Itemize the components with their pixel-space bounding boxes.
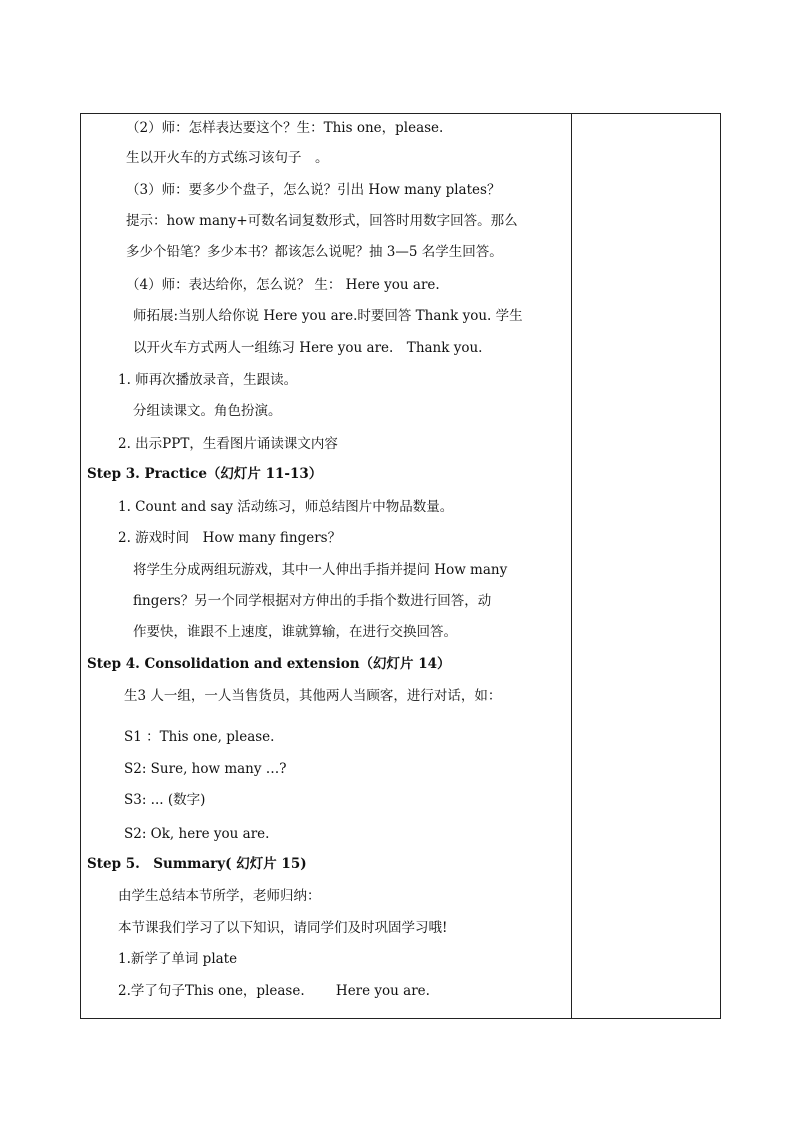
text-line: 1. Count and say 活动练习，师总结图片中物品数量。 (118, 499, 454, 515)
text-line: （2）师：怎样表达要这个？生：This one，please. (126, 120, 444, 136)
dialogue-line: S1 ：This one, please. (124, 729, 275, 745)
text-line: 将学生分成两组玩游戏，其中一人伸出手指并提问 How many (133, 562, 508, 578)
text-line: 提示：how many+可数名词复数形式，回答时用数字回答。那么 (126, 213, 518, 229)
text-line: 2.学了句子This one，please. Here you are. (118, 983, 430, 999)
text-line: （3）师：要多少个盘子，怎么说？引出 How many plates？ (126, 182, 501, 198)
dialogue-line: S2: Sure, how many …? (124, 761, 287, 777)
dialogue-line: S2: Ok, here you are. (124, 826, 270, 842)
text-line: 分组读课文。角色扮演。 (133, 403, 282, 419)
text-line: 师拓展:当别人给你说 Here you are.时要回答 Thank you. 学生 (133, 308, 523, 324)
dialogue-line: S3: ... (数字) (124, 792, 206, 808)
text-line: 2. 游戏时间 How many fingers？ (118, 530, 342, 546)
column-divider (571, 114, 572, 1018)
text-line: 作要快，谁跟不上速度，谁就算输，在进行交换回答。 (133, 624, 457, 640)
text-line: 1. 师再次播放录音，生跟读。 (118, 372, 298, 388)
text-line: 生3 人一组，一人当售货员，其他两人当顾客，进行对话，如： (124, 688, 502, 704)
text-line: fingers？另一个同学根据对方伸出的手指个数进行回答，动 (133, 593, 492, 609)
text-line: 1.新学了单词 plate (118, 951, 238, 967)
lesson-table (80, 113, 721, 1019)
text-line: （4）师：表达给你，怎么说？ 生： Here you are. (126, 277, 440, 293)
step-heading: Step 3. Practice（幻灯片 11-13） (87, 466, 323, 482)
text-line: 以开火车方式两人一组练习 Here you are. Thank you. (133, 340, 483, 356)
step-heading: Step 4. Consolidation and extension（幻灯片 14） (87, 656, 451, 672)
step-heading: Step 5. Summary( 幻灯片 15) (87, 856, 307, 872)
text-line: 2. 出示PPT，生看图片诵读课文内容 (118, 436, 338, 452)
text-line: 本节课我们学习了以下知识，请同学们及时巩固学习哦! (118, 920, 448, 936)
text-line: 多少个铅笔？多少本书？都该怎么说呢？抽 3—5 名学生回答。 (126, 244, 503, 260)
text-line: 由学生总结本节所学，老师归纳： (118, 888, 321, 904)
text-line: 生以开火车的方式练习该句子 。 (126, 150, 329, 166)
